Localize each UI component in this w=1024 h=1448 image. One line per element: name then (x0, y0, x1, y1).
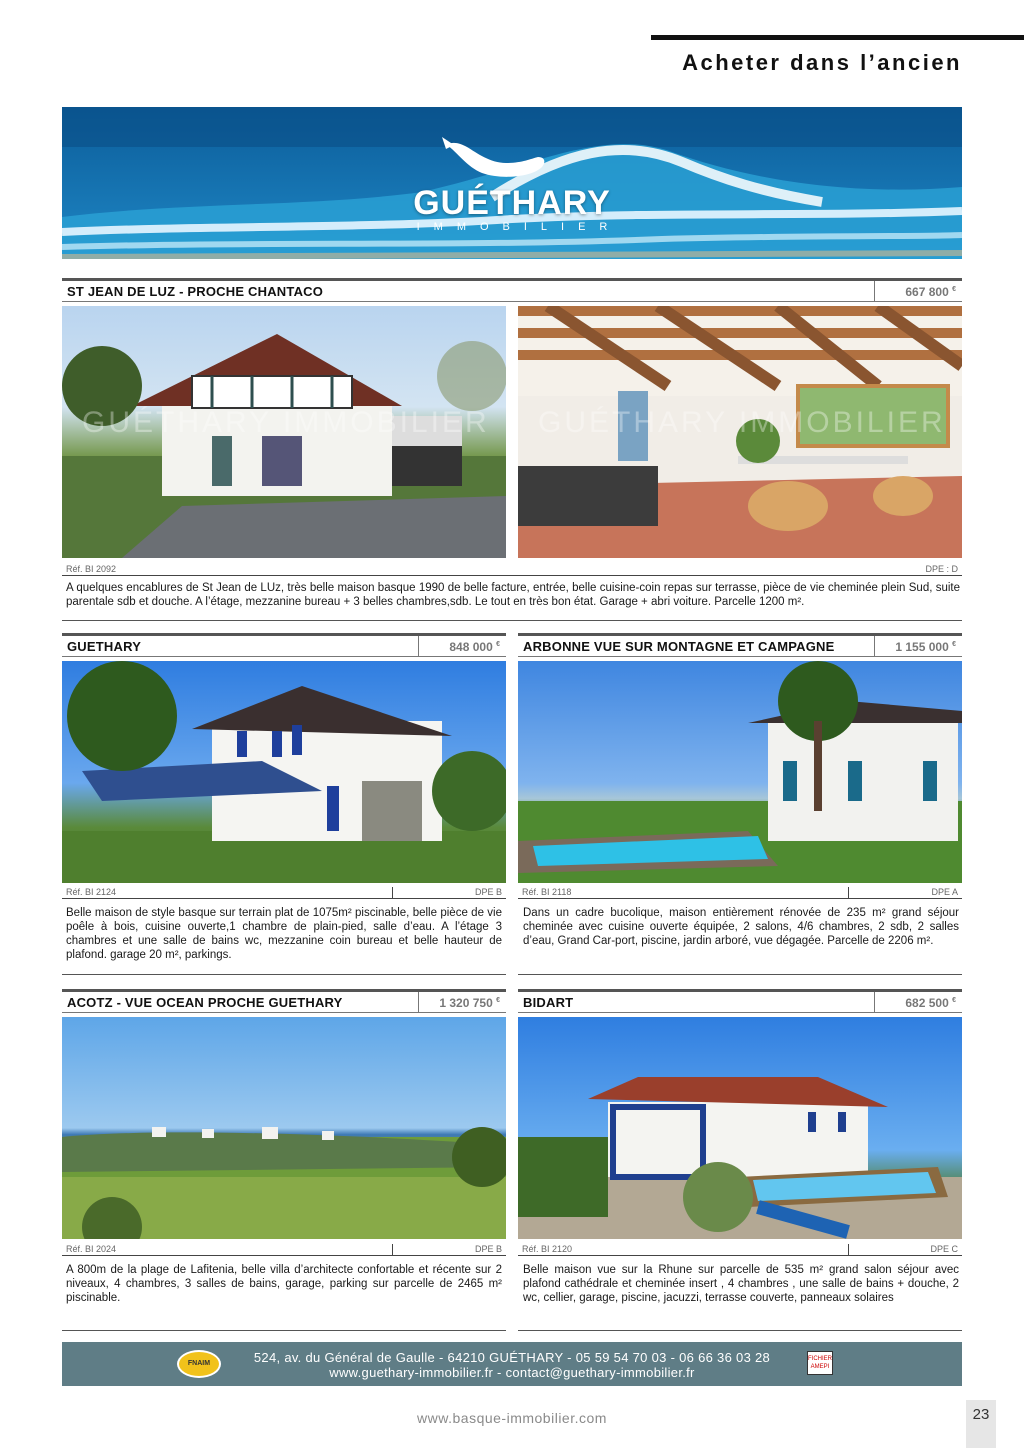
listing-description: Belle maison de style basque sur terrain plat de 1075m² piscinable, belle pièce de vie poêle à bois, cuisine ouverte,1 chambre de plain-pied, salle d’eau. A l’étage 3 chambres et une salle de bains wc, mezzanine coin bureau et belle hauteur de plafond. garage 20 m², parkings. (66, 907, 502, 961)
listing-description: Dans un cadre bucolique, maison entièrement rénovée de 235 m² grand séjour cheminée avec cuisine ouverte équipée, 2 salons, 4/6 chambres, 2 sdb, 2 salles d’eau, Grand Car-port, piscine, jardin arboré, vue dégagée. Parcelle de 2206 m². (523, 907, 959, 947)
divider (62, 1330, 506, 1331)
agency-name: GUÉTHARY (413, 184, 611, 222)
listing-ref-bar (518, 887, 962, 899)
listing-ref-bar (518, 1244, 962, 1256)
listing-title: BIDART (523, 995, 574, 1010)
listing-price: 1 320 750 € (439, 996, 500, 1010)
agency-footer (62, 1342, 962, 1386)
listing-description: A 800m de la plage de Lafitenia, belle villa d’architecte confortable et récente sur 2 niveaux, 4 chambres, 3 salles de bains, garage, parking sur parcelle de 2465 m² piscinable. (66, 1264, 502, 1304)
divider (62, 974, 506, 975)
listing-dpe: DPE B (474, 887, 502, 897)
listing-title: GUETHARY (67, 639, 142, 654)
listing-dpe: DPE : D (925, 564, 958, 574)
listing-photo-exterior (518, 661, 962, 883)
fnaim-logo: FNAIM (177, 1350, 221, 1378)
listing-price: 848 000 € (449, 640, 500, 654)
listing-photo-exterior (62, 306, 506, 558)
site-url[interactable]: www.basque-immobilier.com (417, 1410, 607, 1426)
listing-title: ARBONNE VUE SUR MONTAGNE ET CAMPAGNE (523, 639, 835, 654)
listing-photo-exterior (62, 1017, 506, 1239)
listing-price: 1 155 000 € (895, 640, 956, 654)
page-number: 23 (966, 1400, 996, 1448)
listing-ref: Réf. BI 2092 (66, 564, 117, 574)
listing-ref: Réf. BI 2120 (522, 1244, 573, 1254)
listing-ref-bar (62, 887, 506, 899)
listing-title: ST JEAN DE LUZ - PROCHE CHANTACO (67, 284, 324, 299)
photo-watermark: GUÉTHARY IMMOBILIER (538, 406, 946, 439)
amepi-logo: FICHIER AMEPI (807, 1351, 833, 1375)
listing-photo-interior (518, 306, 962, 558)
listing-header (62, 278, 962, 302)
footer-address: 524, av. du Général de Gaulle - 64210 GUÉTHARY - 05 59 54 70 03 - 06 66 36 03 28 (253, 1350, 771, 1365)
listing-ref: Réf. BI 2124 (66, 887, 117, 897)
header-rule (651, 35, 1024, 40)
footer-contact[interactable]: www.guethary-immobilier.fr - contact@guethary-immobilier.fr (329, 1365, 695, 1380)
listing-dpe: DPE A (931, 887, 958, 897)
listing-header (518, 989, 962, 1013)
listing-ref: Réf. BI 2118 (522, 887, 572, 897)
wave-illustration (62, 107, 962, 259)
listing-photo-exterior (62, 661, 506, 883)
listing-price: 667 800 € (905, 285, 956, 299)
section-title: Acheter dans l’ancien (682, 50, 962, 75)
divider (62, 620, 962, 621)
listing-price: 682 500 € (905, 996, 956, 1010)
listing-header (62, 633, 506, 657)
photo-watermark: GUÉTHARY IMMOBILIER (82, 406, 490, 439)
listing-header (518, 633, 962, 657)
listing-description: Belle maison vue sur la Rhune sur parcelle de 535 m² grand salon séjour avec plafond cathédrale et cheminée insert , 4 chambres , une salle de bains + douche, 2 wc, cellier, garage, piscine, jacuzzi, terrasse couverte, panneaux solaires (523, 1264, 959, 1304)
agency-subtitle: IMMOBILIER (416, 221, 622, 233)
agency-banner (62, 107, 962, 259)
listing-ref-bar (62, 564, 962, 576)
listing-ref-bar (62, 1244, 506, 1256)
listing-title: ACOTZ - VUE OCEAN PROCHE GUETHARY (67, 995, 343, 1010)
divider (518, 974, 962, 975)
listing-photo-exterior (518, 1017, 962, 1239)
listing-dpe: DPE C (930, 1244, 958, 1254)
listing-ref: Réf. BI 2024 (66, 1244, 117, 1254)
divider (518, 1330, 962, 1331)
listing-description: A quelques encablures de St Jean de LUz, très belle maison basque 1990 de belle facture, entrée, belle cuisine-coin repas sur terrasse, pièce de vie cheminée plein Sud, suite parentale sdb et douche. A l’étage, mezzanine bureau + 3 belles chambres,sdb. Le tout en très bon état. Garage + abri voiture. Parcelle 1200 m². (66, 582, 960, 608)
listing-dpe: DPE B (474, 1244, 502, 1254)
listing-header (62, 989, 506, 1013)
